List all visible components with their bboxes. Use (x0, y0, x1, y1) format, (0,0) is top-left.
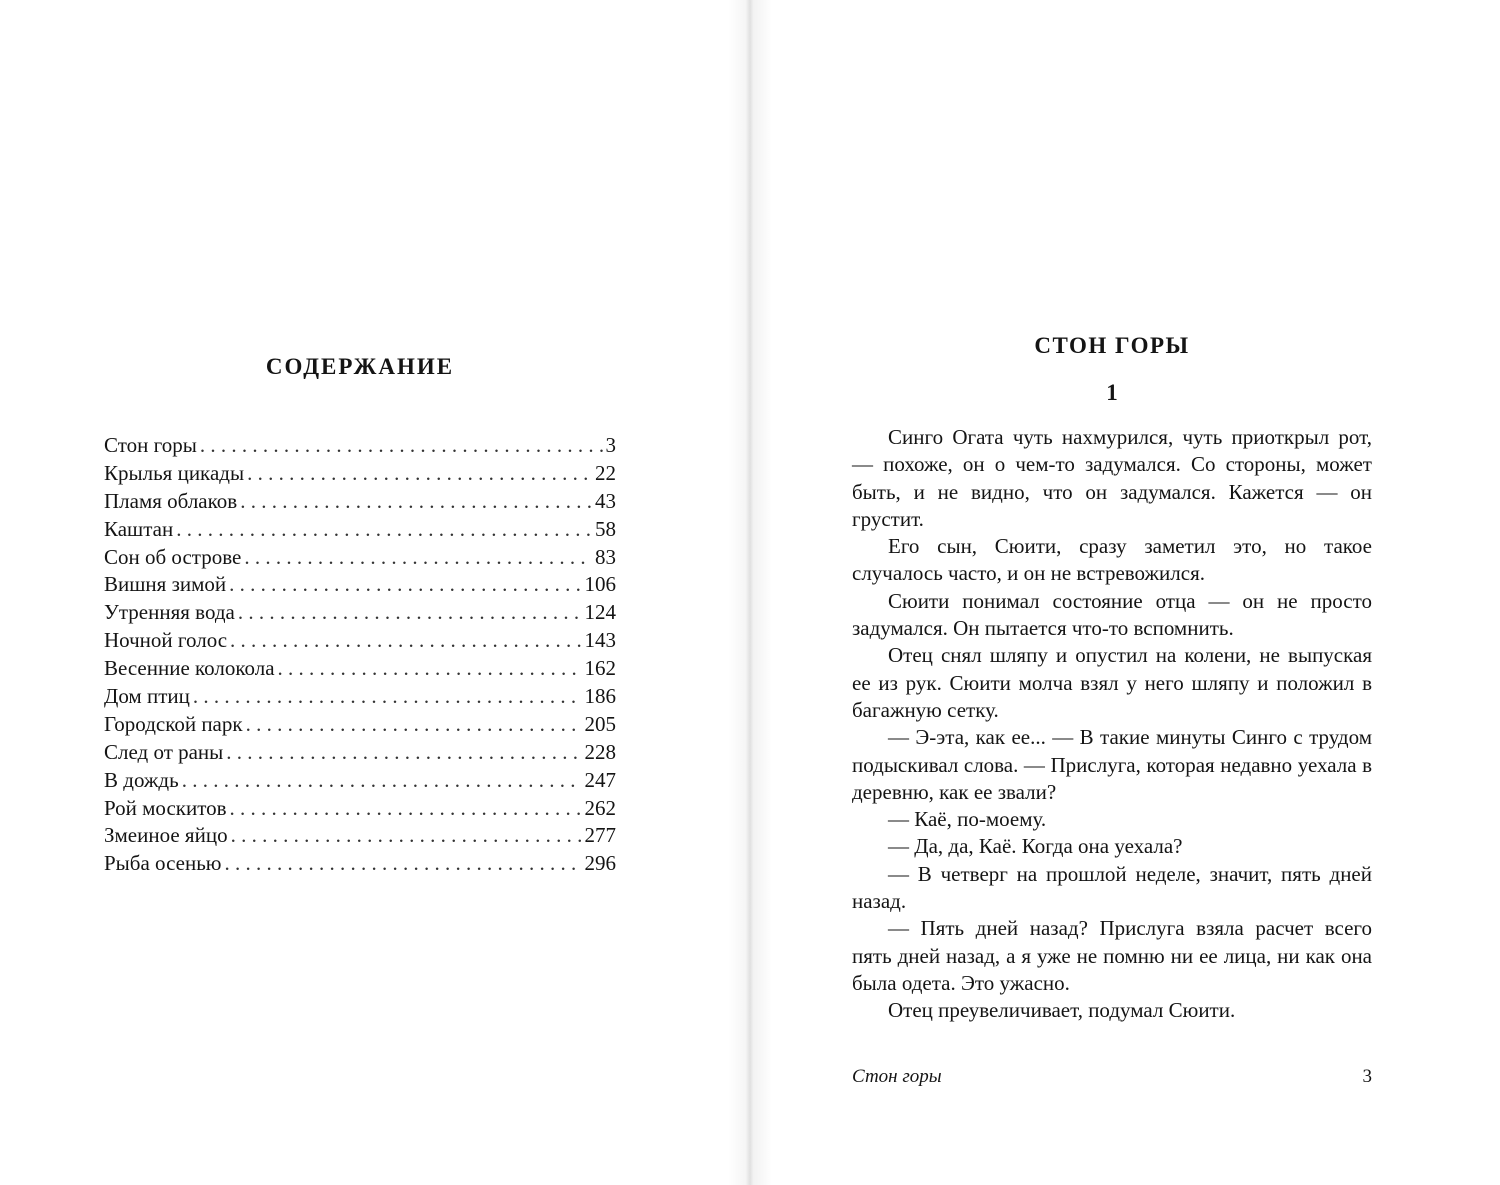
toc-entry-title: Пламя облаков (104, 488, 238, 513)
paragraph: Отец преувеличивает, подумал Сюити. (888, 998, 1236, 1023)
toc-entry-title: Каштан (104, 516, 174, 541)
toc-leader-dots (182, 767, 582, 795)
toc-leader-dots (244, 544, 592, 572)
toc-entry (104, 711, 616, 739)
toc-entry-page: 124 (584, 600, 616, 625)
toc-entry (104, 767, 616, 795)
toc-entry (104, 627, 616, 655)
toc-entry-title: Вишня зимой (104, 572, 227, 597)
toc-entry-page: 3 (605, 433, 616, 457)
toc-entry-title: Крылья цикады (104, 460, 245, 485)
toc-entry (104, 432, 616, 460)
book-gutter (728, 0, 772, 1185)
toc-entry-title: Рой москитов (104, 795, 227, 820)
paragraph: — Каё, по-моему. (888, 807, 1047, 832)
toc-entry (104, 822, 616, 850)
paragraph: Синго Огата чуть нахмурился, чуть приоткрыл рот, — похоже, он о чем-то задумался. Со стороны, может быть, и не видно, что он задумался. Кажется — он грустит. (852, 425, 1372, 531)
toc-entry-title: Дом птиц (104, 684, 190, 709)
toc-entry-title: След от раны (104, 739, 224, 764)
toc-entry-title: Стон горы (104, 433, 197, 457)
toc-leader-dots (226, 739, 581, 767)
toc-entry-page: 83 (595, 544, 616, 569)
toc-entry (104, 460, 616, 488)
toc-entry (104, 739, 616, 767)
running-head: Стон горы (852, 1066, 942, 1087)
toc-entry (104, 850, 616, 878)
paragraph: Его сын, Сюити, сразу заметил это, но такое случалось часто, и он не встревожился. (852, 534, 1372, 586)
toc-leader-dots (240, 488, 592, 516)
page-number: 3 (1362, 1066, 1372, 1087)
toc-leader-dots (246, 711, 582, 739)
toc-entry (104, 795, 616, 823)
toc-entry-page: 296 (584, 851, 616, 876)
toc-entry-page: 247 (584, 767, 616, 792)
chapter-title: СТОН ГОРЫ (1034, 333, 1190, 358)
toc-entry-title: Змеиное яйцо (104, 823, 228, 848)
toc-entry-page: 22 (595, 460, 616, 485)
toc-entry-title: Ночной голос (104, 628, 228, 653)
toc-leader-dots (224, 850, 581, 878)
toc-entry-title: Весенние колокола (104, 656, 275, 681)
toc-entry-page: 228 (584, 739, 616, 764)
toc-entry-page: 58 (595, 516, 616, 541)
toc-entry (104, 516, 616, 544)
toc-entry-page: 106 (584, 572, 616, 597)
toc-entry-page: 262 (584, 795, 616, 820)
toc-entry (104, 655, 616, 683)
toc-entry (104, 571, 616, 599)
toc-leader-dots (230, 795, 582, 823)
toc-leader-dots (200, 432, 603, 460)
paragraph: — Да, да, Каё. Когда она уехала? (888, 834, 1183, 859)
toc-entry-title: Утренняя вода (104, 600, 235, 625)
toc-entry-title: Сон об острове (104, 544, 242, 569)
toc-title: СОДЕРЖАНИЕ (265, 354, 455, 379)
toc-leader-dots (176, 516, 592, 544)
toc-leader-dots (229, 571, 581, 599)
toc-entry-page: 277 (584, 823, 616, 848)
paragraph: — Пять дней назад? Прислуга взяла расчет всего пять дней назад, а я уже не помню ни ее лица, ни как она была одета. Это ужасно. (852, 916, 1372, 995)
toc-entry (104, 488, 616, 516)
toc-leader-dots (193, 683, 582, 711)
toc-entry (104, 544, 616, 572)
toc-entry-page: 205 (584, 711, 616, 736)
toc-entry-title: Рыба осенью (104, 851, 222, 876)
chapter-number: 1 (1106, 380, 1118, 405)
toc-entry (104, 599, 616, 627)
toc-leader-dots (247, 460, 592, 488)
toc-leader-dots (238, 599, 582, 627)
toc-leader-dots (230, 627, 581, 655)
toc-entry-page: 43 (595, 488, 616, 513)
toc-entry (104, 683, 616, 711)
toc-entry-page: 186 (584, 684, 616, 709)
toc-entry-title: В дождь (104, 767, 179, 792)
toc-leader-dots (231, 822, 582, 850)
paragraph: Сюити понимал состояние отца — он не просто задумался. Он пытается что-то вспомнить. (852, 588, 1372, 641)
toc-entry-page: 143 (584, 628, 616, 653)
toc-entry-title: Городской парк (104, 711, 243, 736)
paragraph: Отец снял шляпу и опустил на колени, не выпуская ее из рук. Сюити молча взял у него шляпу и положил в багажную сетку. (852, 643, 1372, 722)
paragraph: — Э-эта, как ее... — В такие минуты Синго с трудом подыскивал слова. — Прислуга, которая недавно уехала в деревню, как ее звали? (852, 725, 1372, 804)
toc-leader-dots (278, 655, 582, 683)
toc-list (104, 432, 616, 878)
chapter-body (852, 424, 1372, 1025)
paragraph: — В четверг на прошлой неделе, значит, пять дней назад. (852, 861, 1372, 914)
toc-entry-page: 162 (584, 656, 616, 681)
